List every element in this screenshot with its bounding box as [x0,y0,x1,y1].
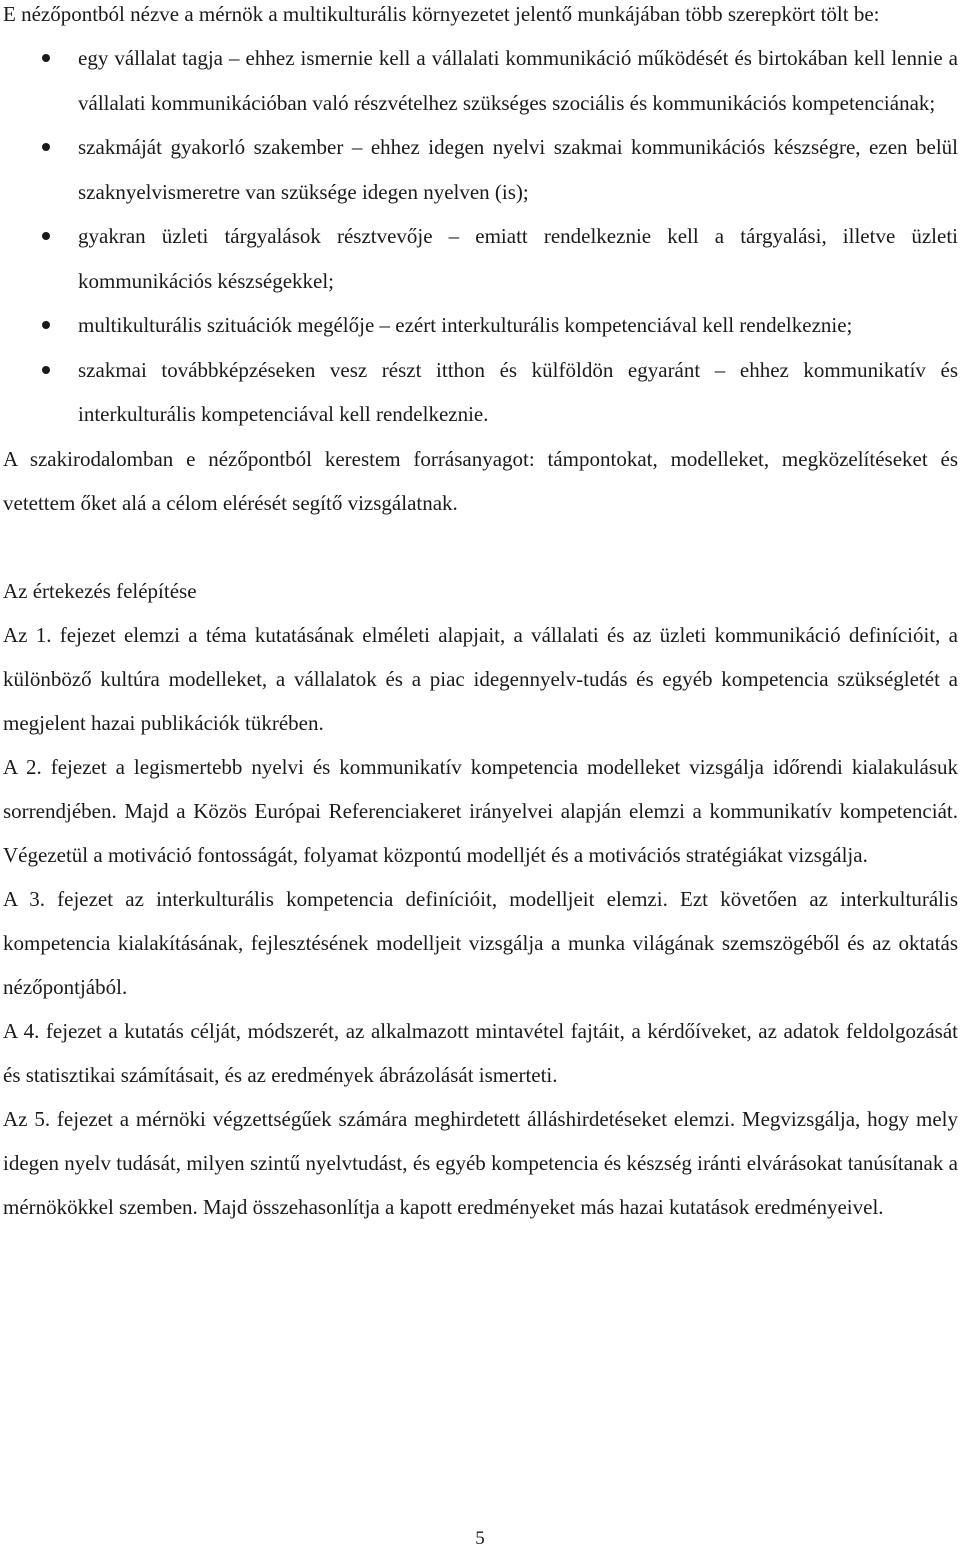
list-item [3,125,958,214]
chapter-paragraph: Az 1. fejezet elemzi a téma kutatásának elméleti alapjait, a vállalati és az üzleti kommunikáció definícióit, a különböző kultúra modelleket, a vállalatok és a piac idegennyelv-tudás és egyéb kompetencia szükségletét a megjelent hazai publikációk tükrében. [3,622,958,735]
bullet-icon [42,54,50,62]
list-item-text: egy vállalat tagja – ehhez ismernie kell a vállalati kommunikáció működését és birtokában kell lennie a vállalati kommunikációban való részvételhez szükséges szociális és kommunikációs kompetenciának; [78,46,958,115]
list-item [3,214,958,303]
chapter-overview [3,613,958,1229]
list-item-text: multikulturális szituációk megélője – ezért interkulturális kompetenciával kell rendelkeznie; [78,313,853,337]
intro-paragraph: E nézőpontból nézve a mérnök a multikulturális környezetet jelentő munkájában több szerepkört tölt be: [3,2,880,26]
bullet-icon [42,366,50,374]
chapter-paragraph: A 4. fejezet a kutatás célját, módszerét, az alkalmazott mintavétel fajtáit, a kérdőíveket, az adatok feldolgozását és statisztikai számításait, és az eredmények ábrázolását ismerteti. [3,1018,958,1087]
document-page [3,0,958,1229]
role-list [3,36,958,437]
chapter-paragraph: Az 5. fejezet a mérnöki végzettségűek számára meghirdetett álláshirdetéseket elemzi. Megvizsgálja, hogy mely idegen nyelv tudását, milyen szintű nyelvtudást, és egyéb kompetencia és készség iránti elvárásokat tanúsítanak a mérnökökkel szemben. Majd összehasonlítja a kapott eredményeket más hazai kutatások eredményeivel. [3,1106,958,1219]
section-title: Az értekezés felépítése [3,578,197,603]
list-item [3,348,958,437]
summary-paragraph: A szakirodalomban e nézőpontból kerestem forrásanyagot: támpontokat, modelleket, megközelítéseket és vetettem őket alá a célom elérését segítő vizsgálatnak. [3,446,958,515]
page-number: 5 [475,1528,485,1549]
list-item-text: szakmai továbbképzéseken vesz részt itthon és külföldön egyaránt – ehhez kommunikatív és interkulturális kompetenciával kell rendelkeznie. [78,357,958,426]
bullet-icon [42,232,50,240]
chapter-paragraph: A 3. fejezet az interkulturális kompetencia definícióit, modelljeit elemzi. Ezt követően az interkulturális kompetencia kialakításának, fejlesztésének modelljeit vizsgálja a munka világának szemszögéből és az oktatás nézőpontjából. [3,886,958,999]
list-item-text: szakmáját gyakorló szakember – ehhez idegen nyelvi szakmai kommunikációs készségre, ezen belül szaknyelvismeretre van szüksége idegen nyelven (is); [78,135,958,204]
list-item [3,36,958,125]
chapter-paragraph: A 2. fejezet a legismertebb nyelvi és kommunikatív kompetencia modelleket vizsgálja időrendi kialakulásuk sorrendjében. Majd a Közös Európai Referenciakeret irányelvei alapján elemzi a kommunikatív kompetenciát. Végezetül a motiváció fontosságát, folyamat központú modelljét és a motivációs stratégiákat vizsgálja. [3,754,958,867]
list-item-text: gyakran üzleti tárgyalások résztvevője – emiatt rendelkeznie kell a tárgyalási, illetve üzleti kommunikációs készségekkel; [78,224,958,293]
bullet-icon [42,143,50,151]
bullet-icon [42,321,50,329]
list-item [3,303,958,348]
